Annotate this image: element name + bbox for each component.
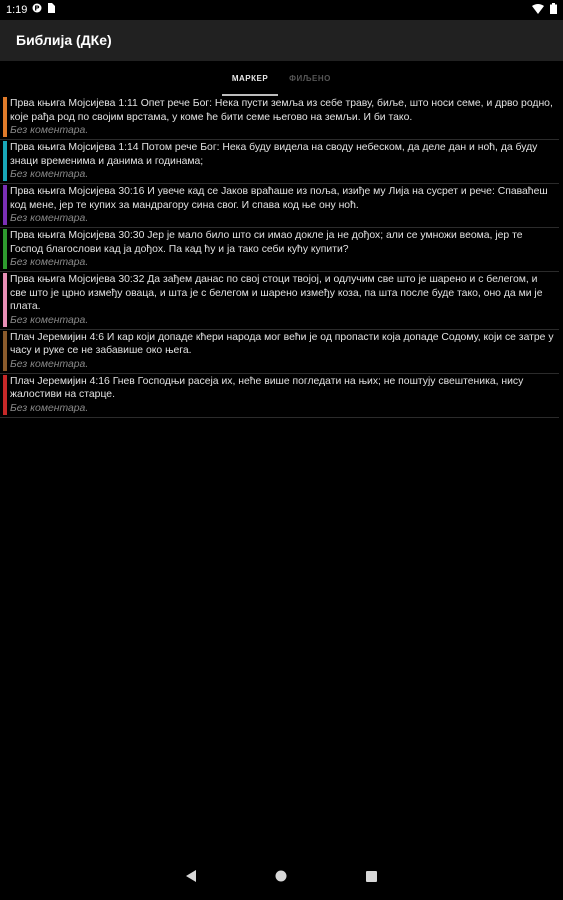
list-item[interactable] — [0, 184, 559, 228]
app-bar — [0, 20, 563, 61]
status-bar-right — [532, 3, 557, 17]
status-bar-left — [6, 3, 55, 16]
color-marker — [3, 375, 7, 415]
list-item[interactable] — [0, 228, 559, 272]
tab-bar — [0, 68, 563, 96]
home-icon — [275, 869, 287, 887]
tab-marker[interactable] — [222, 68, 278, 96]
tab-filtered-label: ФИЉЕНО — [289, 74, 331, 83]
verse-text: Прва књига Мојсијева 30:16 И увече кад се Јаков враћаше из поља, изиђе му Лија на сусрет и рече: Спаваћеш код мене, јер те купих за мандрагору сина свог. И спава код ње ону ноћ. — [10, 186, 548, 211]
wifi-icon — [532, 4, 544, 17]
back-button[interactable] — [181, 868, 201, 888]
list-item[interactable] — [0, 330, 559, 374]
color-marker — [3, 185, 7, 225]
recents-icon — [366, 869, 377, 887]
verse-text: Прва књига Мојсијева 1:14 Потом рече Бог: Нека буду видела на своду небеском, да деле дан и ноћ, да буду знаци временима и данима и годинама; — [10, 142, 538, 167]
recents-button[interactable] — [361, 868, 381, 888]
comment-text: Без коментара. — [10, 125, 89, 136]
back-icon — [186, 869, 197, 887]
list-item[interactable] — [0, 374, 559, 418]
status-bar — [0, 0, 563, 20]
comment-text: Без коментара. — [10, 213, 89, 224]
verse-text: Прва књига Мојсијева 30:32 Да зађем данас по свој стоци твојој, и одлучим све што је шарено и с белегом, и све што је црно између оваца, и шта је с белегом и шарено између коза, па шта после буде тако, оно да ми је плата. — [10, 274, 543, 312]
home-button[interactable] — [271, 868, 291, 888]
comment-text: Без коментара. — [10, 402, 89, 414]
app-title: Библија (ДКе) — [16, 32, 112, 48]
navigation-bar — [0, 854, 563, 900]
comment-text: Без коментара. — [10, 257, 89, 268]
list-item[interactable] — [0, 272, 559, 330]
svg-text:P: P — [34, 4, 40, 13]
battery-icon — [550, 3, 557, 17]
bookmark-list — [0, 96, 563, 418]
tab-filtered[interactable] — [282, 68, 338, 96]
sim-card-icon — [47, 3, 55, 16]
list-item[interactable] — [0, 96, 559, 140]
list-item[interactable] — [0, 140, 559, 184]
comment-text: Без коментара. — [10, 169, 89, 180]
color-marker — [3, 331, 7, 371]
verse-text: Прва књига Мојсијева 30:30 Јер је мало било што си имао докле ја не дођох; али се умножи веома, јер те Господ благослови кад ја дођох. Па кад ћу и ја тако себи кућу купити? — [10, 230, 523, 255]
verse-text: Прва књига Мојсијева 1:11 Опет рече Бог: Нека пусти земља из себе траву, биље, што носи семе, и дрво родно, које рађа род по својим врстама, у коме ће бити семе његово на земљи. И би тако. — [10, 98, 553, 123]
color-marker — [3, 273, 7, 327]
color-marker — [3, 141, 7, 181]
comment-text: Без коментара. — [10, 314, 89, 326]
verse-text: Плач Јеремијин 4:6 И кар који допаде кћери народа мог већи је од пропасти која допаде Содому, који се затре у часу и руке се не забавише око њега. — [10, 331, 554, 356]
color-marker — [3, 97, 7, 137]
status-time: 1:19 — [6, 3, 28, 16]
google-play-protect-icon — [32, 3, 42, 16]
tab-marker-label: МАРКЕР — [231, 74, 269, 83]
verse-text: Плач Јеремијин 4:16 Гнев Господњи расеја их, неће више погледати на њих; не поштују свештеника, нису жалостиви на старце. — [10, 375, 524, 400]
color-marker — [3, 229, 7, 269]
comment-text: Без коментара. — [10, 358, 89, 370]
